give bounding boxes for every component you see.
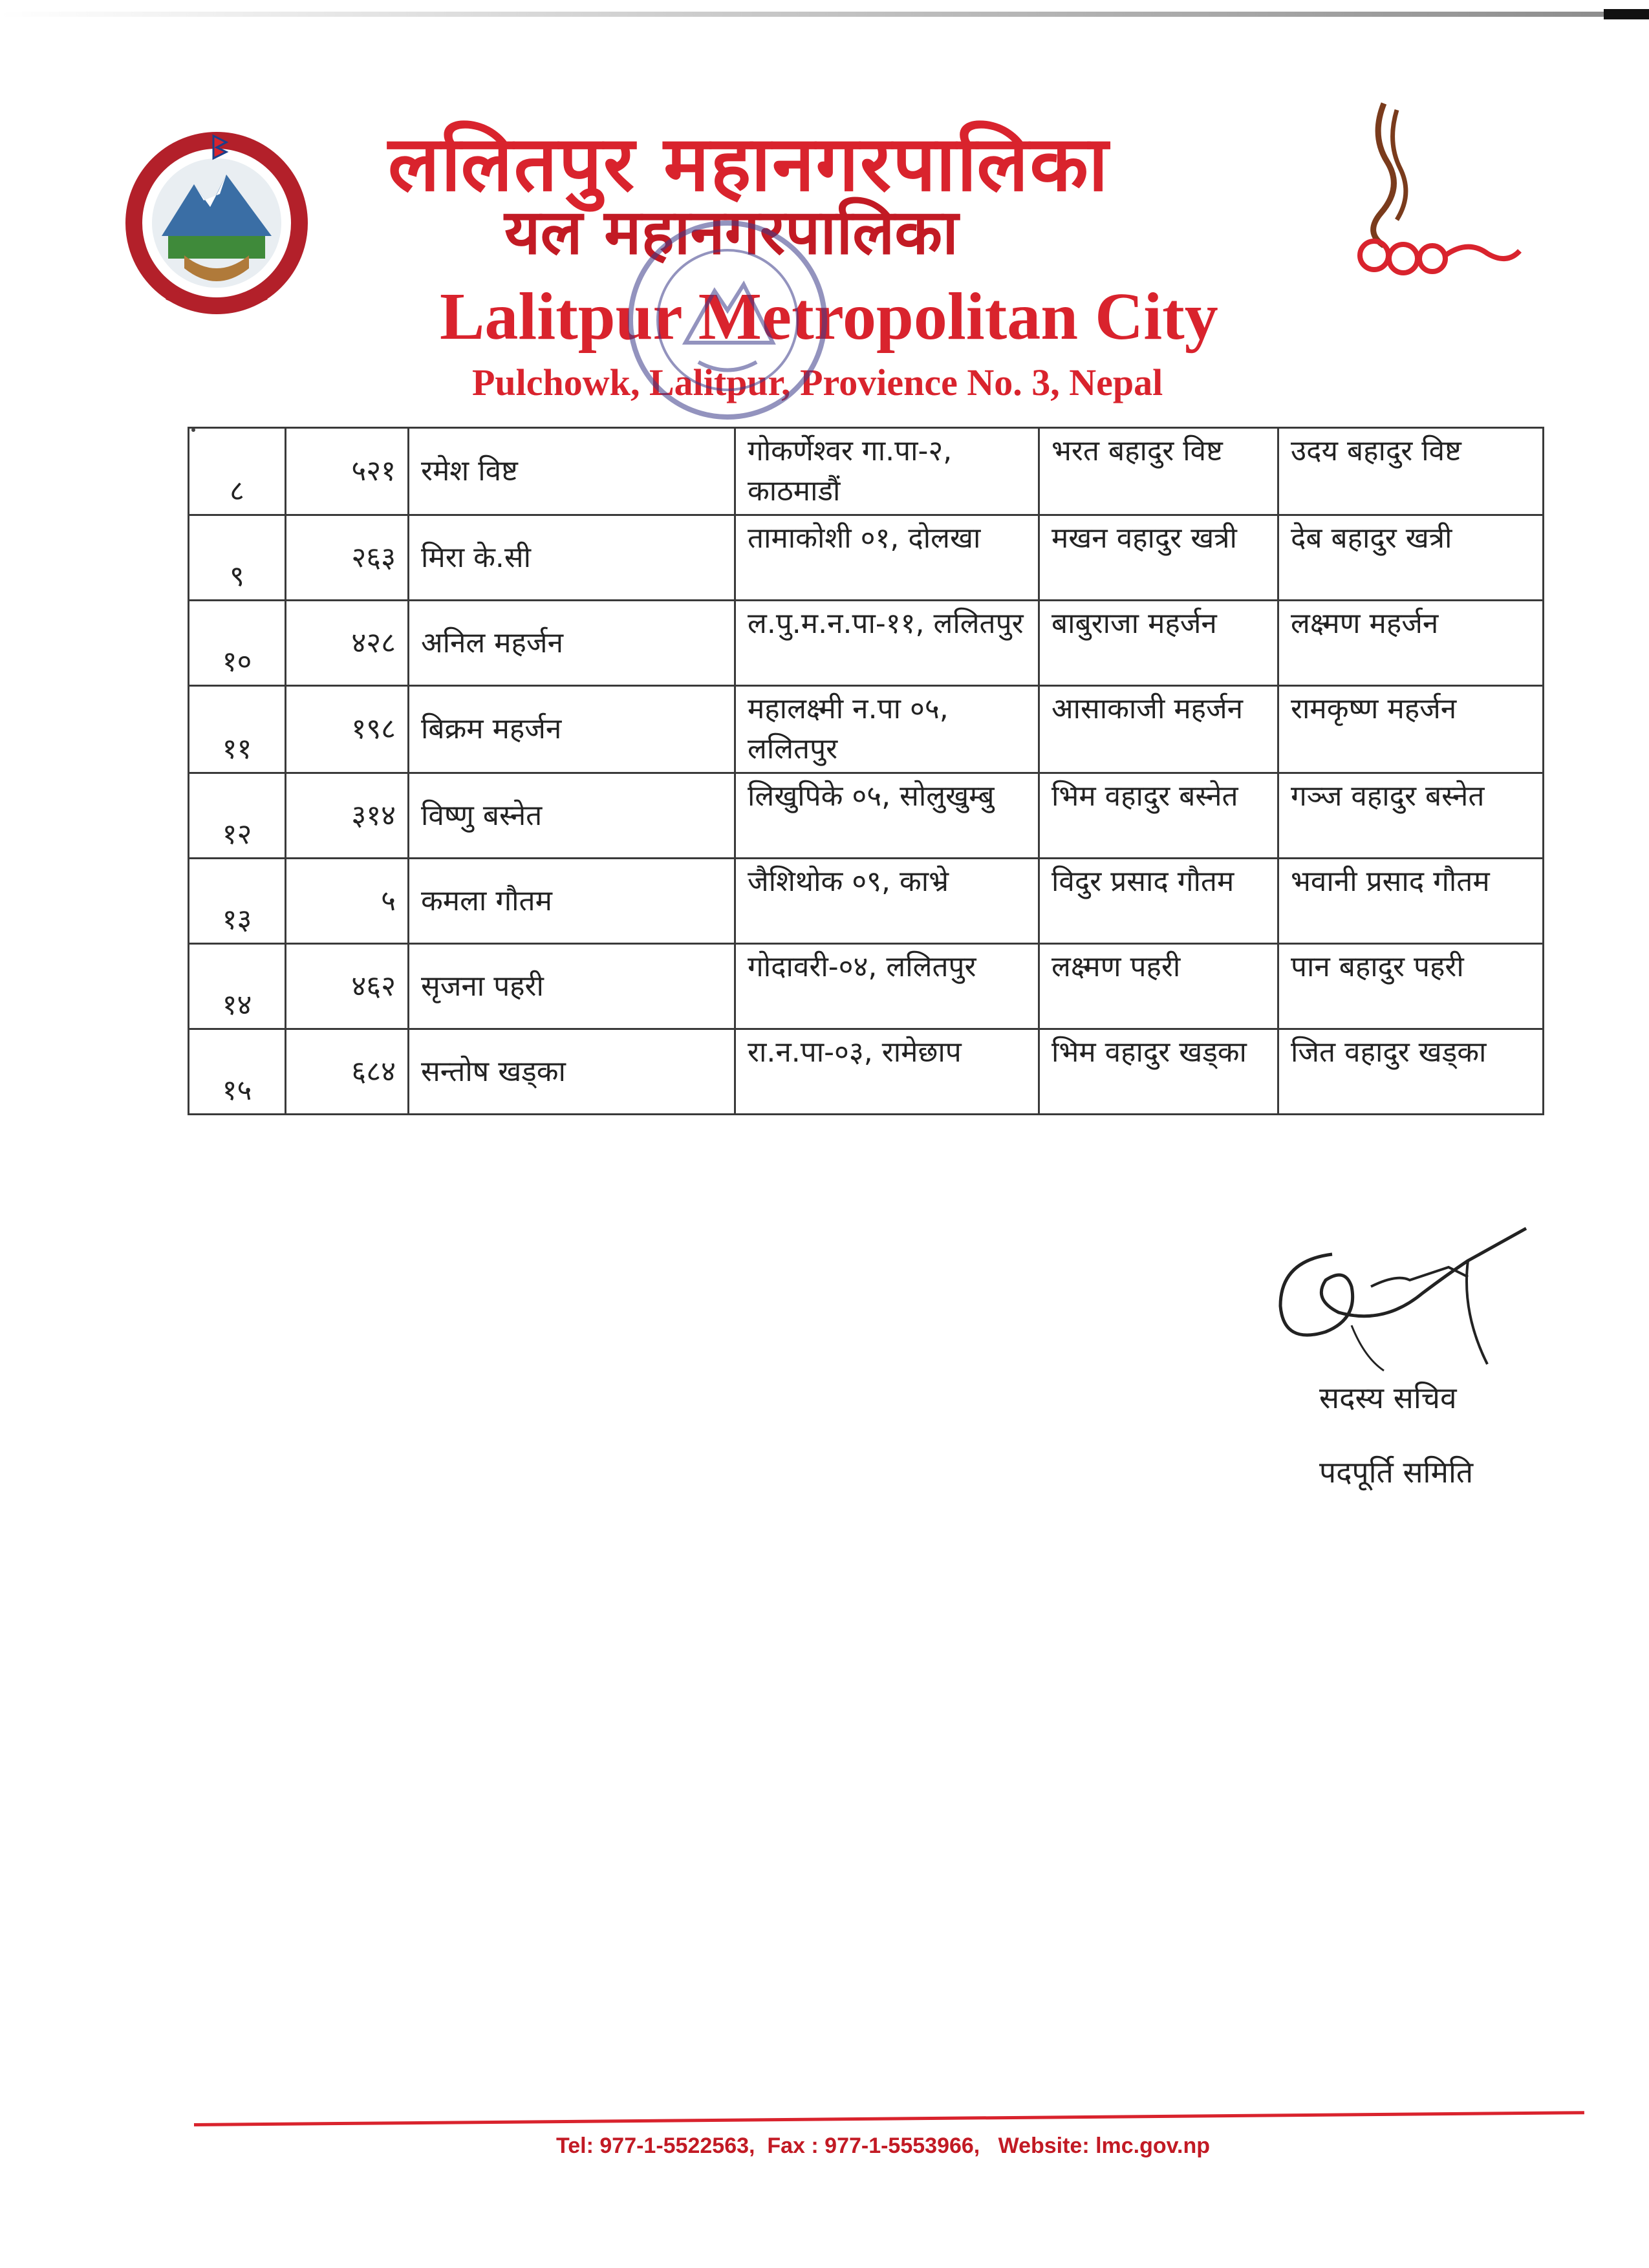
serial-number: १४ — [189, 944, 286, 1029]
roll-number: ४६२ — [286, 944, 409, 1029]
candidate-address: लिखुपिके ०५, सोलुखुम्बु — [735, 773, 1039, 859]
table-row — [189, 773, 1544, 859]
table-row — [189, 601, 1544, 686]
roll-number: ५ — [286, 859, 409, 944]
serial-number: ११ — [189, 686, 286, 773]
grandfather-name: देब बहादुर खत्री — [1278, 515, 1544, 601]
candidate-name: बिक्रम महर्जन — [409, 686, 735, 773]
candidate-name: अनिल महर्जन — [409, 601, 735, 686]
candidate-address: ल.पु.म.न.पा-११, ललितपुर — [735, 601, 1039, 686]
header-address: Pulchowk, Lalitpur, Provience No. 3, Nepal — [472, 361, 1163, 403]
serial-number: १२ — [189, 773, 286, 859]
candidate-address: रा.न.पा-०३, रामेछाप — [735, 1029, 1039, 1115]
roll-number: ६८४ — [286, 1029, 409, 1115]
signatory-committee: पदपूर्ति समिति — [1319, 1455, 1474, 1490]
grandfather-name: जित वहादुर खड्का — [1278, 1029, 1544, 1115]
grandfather-name: रामकृष्ण महर्जन — [1278, 686, 1544, 773]
footer-contact: Tel: 977-1-5522563, Fax : 977-1-5553966, Website: lmc.gov.np — [556, 2134, 1211, 2158]
table-row — [189, 944, 1544, 1029]
roll-number: ४२८ — [286, 601, 409, 686]
grandfather-name: पान बहादुर पहरी — [1278, 944, 1544, 1029]
father-name: बाबुराजा महर्जन — [1039, 601, 1278, 686]
candidate-table — [188, 427, 1544, 1115]
serial-number: ९ — [189, 515, 286, 601]
roll-number: १९८ — [286, 686, 409, 773]
table-row — [189, 515, 1544, 601]
top-scan-edge — [0, 12, 1649, 17]
grandfather-name: गञ्ज वहादुर बस्नेत — [1278, 773, 1544, 859]
serial-number: १३ — [189, 859, 286, 944]
serial-number: १५ — [189, 1029, 286, 1115]
candidate-address: तामाकोशी ०१, दोलखा — [735, 515, 1039, 601]
header-title-nepali: ललितपुर महानगरपालिका — [388, 118, 1110, 208]
father-name: आसाकाजी महर्जन — [1039, 686, 1278, 773]
table-row — [189, 1029, 1544, 1115]
roll-number: ३१४ — [286, 773, 409, 859]
top-scan-mark — [1604, 9, 1649, 19]
father-name: भिम वहादुर बस्नेत — [1039, 773, 1278, 859]
father-name: विदुर प्रसाद गौतम — [1039, 859, 1278, 944]
grandfather-name: भवानी प्रसाद गौतम — [1278, 859, 1544, 944]
header-title-english: Lalitpur Metropolitan City — [440, 279, 1218, 354]
handwritten-signature-icon — [1255, 1215, 1552, 1384]
candidate-name: रमेश विष्ट — [409, 428, 735, 515]
table-row — [189, 428, 1544, 515]
grandfather-name: लक्ष्मण महर्जन — [1278, 601, 1544, 686]
table-row — [189, 686, 1544, 773]
candidate-name: कमला गौतम — [409, 859, 735, 944]
roll-number: ५२१ — [286, 428, 409, 515]
candidate-name: मिरा के.सी — [409, 515, 735, 601]
footer-rule — [194, 2111, 1584, 2126]
serial-number: १० — [189, 601, 286, 686]
candidate-address: जैशिथोक ०९, काभ्रे — [735, 859, 1039, 944]
serial-number: ८ — [189, 428, 286, 515]
father-name: मखन वहादुर खत्री — [1039, 515, 1278, 601]
header-title-newari: यल महानगरपालिका — [504, 195, 958, 268]
candidate-address: महालक्ष्मी न.पा ०५, ललितपुर — [735, 686, 1039, 773]
candidate-address: गोकर्णेश्वर गा.पा-२, काठमाडौं — [735, 428, 1039, 515]
signatory-title: सदस्य सचिव — [1319, 1380, 1457, 1415]
nepal-emblem-icon — [123, 123, 310, 323]
father-name: भिम वहादुर खड्का — [1039, 1029, 1278, 1115]
father-name: लक्ष्मण पहरी — [1039, 944, 1278, 1029]
roll-number: २६३ — [286, 515, 409, 601]
candidate-address: गोदावरी-०४, ललितपुर — [735, 944, 1039, 1029]
father-name: भरत बहादुर विष्ट — [1039, 428, 1278, 515]
candidate-name: सृजना पहरी — [409, 944, 735, 1029]
candidate-name: विष्णु बस्नेत — [409, 773, 735, 859]
grandfather-name: उदय बहादुर विष्ट — [1278, 428, 1544, 515]
table-row — [189, 859, 1544, 944]
candidate-name: सन्तोष खड्का — [409, 1029, 735, 1115]
office-stamp-icon — [621, 213, 834, 427]
